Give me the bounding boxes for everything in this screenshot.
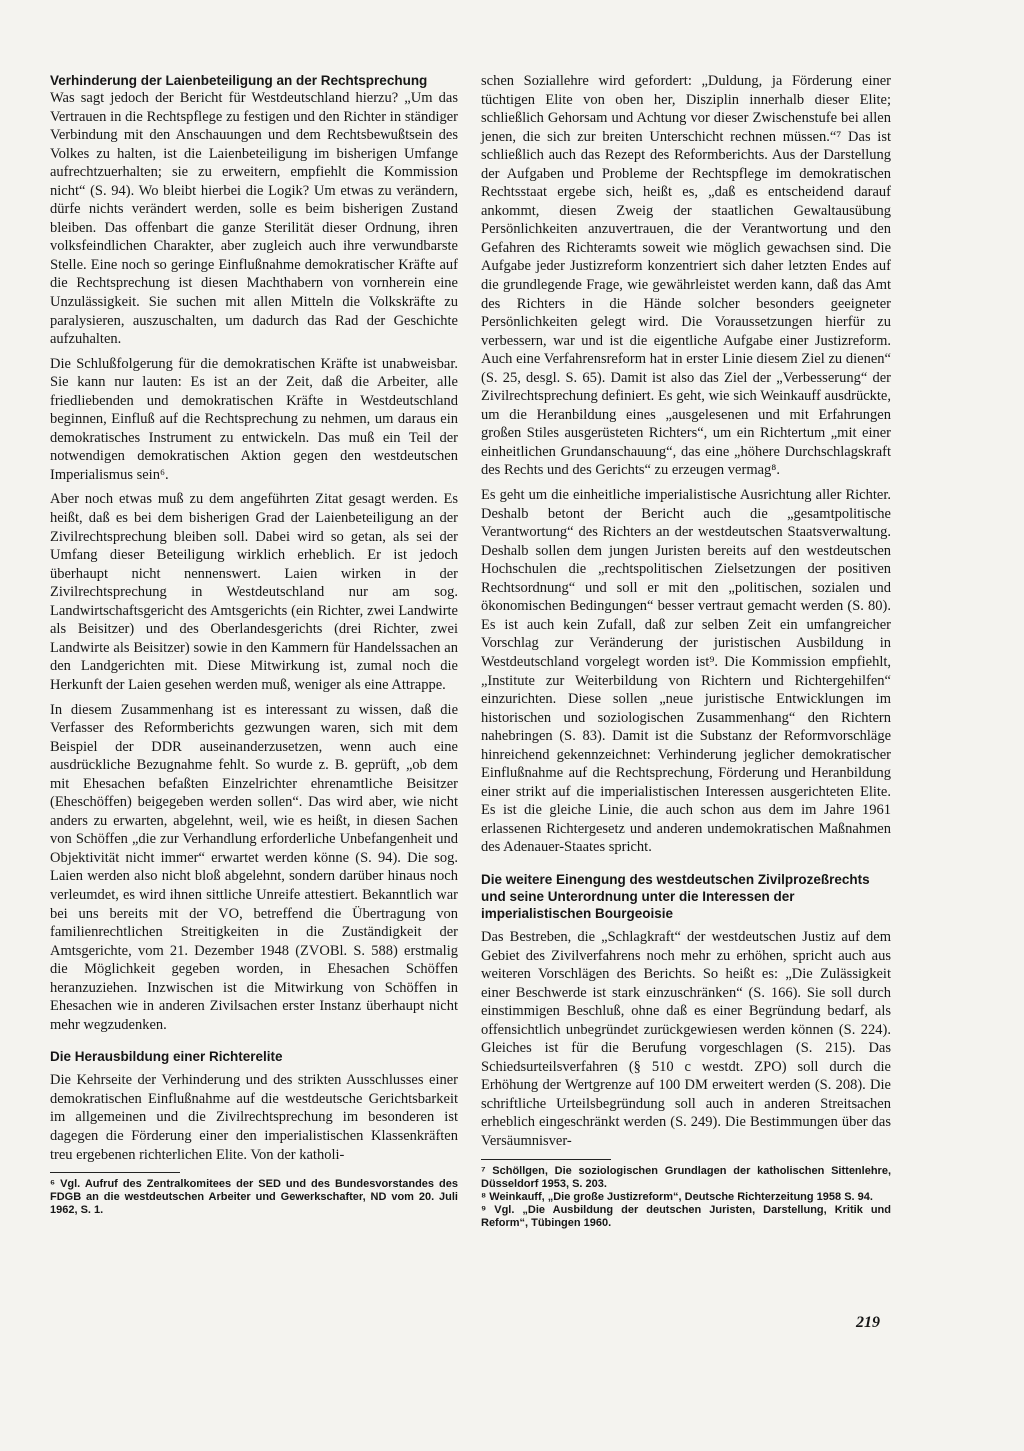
paragraph: Das Bestreben, die „Schlagkraft“ der westdeutschen Justiz auf dem Gebiet des Zivilverfahrens noch mehr zu erhöhen, spricht auch aus weiteren Vorschlägen des Berichts. So heißt es: „Die Zulässigkeit einer Beschwerde ist stark einzuschränken“ (S. 166). Sie soll durch einstimmigen Beschluß, ohne daß es einer Begründung bedarf, als offensichtlich unbegründet zurückgewiesen werden können (S. 224). Gleiches ist für die Berufung vorgeschlagen (S. 215). Das Schiedsurteilsverfahren (§ 510 c westdt. ZPO) soll durch die Erhöhung der Wertgrenze auf 100 DM erweitert werden (S. 208). Die schriftliche Urteilsbegründung soll auch in anderen Streitsachen erheblich eingeschränkt werden (S. 249). Die Bestimmungen über das Versäumnisver- — [481, 928, 891, 1149]
footnote-7: ⁷ Schöllgen, Die soziologischen Grundlagen der katholischen Sittenlehre, Düsseldorf 1953, S. 203. — [481, 1164, 891, 1190]
section-heading-zivilprozessrecht: Die weitere Einengung des westdeutschen Zivilprozeßrechts und seine Unterordnung unter die Interessen der imperialistischen Bourgeoisie — [481, 871, 870, 921]
footnote-divider — [50, 1172, 180, 1173]
footnote-8: ⁸ Weinkauff, „Die große Justizreform“, Deutsche Richterzeitung 1958 S. 94. — [481, 1190, 873, 1203]
paragraph: Was sagt jedoch der Bericht für Westdeutschland hierzu? „Um das Vertrauen in die Rechtspflege zu festigen und den Richter in ständiger Verbindung mit den Anschauungen und dem Rechtsbewußtsein des Volkes zu halten, ist die Laienbeteiligung im bisherigen Umfange aufrechtzuerhalten; sie zu erweitern, empfiehlt die Kommission nicht“ (S. 94). Wo bleibt hierbei die Logik? Um etwas zu verändern, dürfe nichts verändert werden, solle es beim bisherigen Zustand bleiben. Das offenbart die ganze Sterilität dieser Ordnung, ihren volksfeindlichen Charakter, aber zugleich auch ihre verwundbarste Stelle. Eine noch so geringe Einflußnahme demokratischer Kräfte auf die Rechtsprechung ist diesen Machthabern von vornherein eine Unzulässigkeit. Sie suchen mit allen Mitteln die Volkskräfte zu paralysieren, auszuschalten, um dadurch das Rad der Geschichte aufzuhalten. — [50, 90, 458, 348]
footnote-6: ⁶ Vgl. Aufruf des Zentralkomitees der SED und des Bundesvorstandes des FDGB an die westdeutschen Arbeiter und Gewerkschafter, ND vom 20. Juli 1962, S. 1. — [50, 1178, 458, 1217]
paragraph: schen Soziallehre wird gefordert: „Duldung, ja Förderung einer tüchtigen Elite von oben her, Disziplin innerhalb dieser Elite; schließlich Gehorsam und Achtung vor dieser Zwischenstufe bei allen jenen, die sich zur breiten Unterschicht rechnen müssen.“⁷ Das ist schließlich auch das Rezept des Reformberichts. Aus der Darstellung der Aufgaben und Probleme der Rechtspflege im demokratischen Rechtsstaat ergebe sich, heißt es, „daß es entscheidend darauf ankommt, diesen Zweig der staatlichen Gewaltausübung Persönlichkeiten anzuvertrauen, die der Verantwortung und den Gefahren des Richteramts soweit wie möglich gewachsen sind. Die Aufgabe jeder Justizreform konzentriert sich daher letzten Endes auf die grundlegende Frage, wie gewährleistet werden kann, daß das Amt des Richters in die Hände solcher besonders geeigneter Persönlichkeiten gelegt wird. Die Voraussetzungen hierfür zu verbessern, war und ist die eigentliche Aufgabe einer Justizreform. Auch eine Verfahrensreform hat in erster Linie diesem Ziel zu dienen“ (S. 25, desgl. S. 65). Damit ist also das Ziel der „Verbesserung“ der Zivilrechtsprechung definiert. Es geht, wie sich Weinkauff ausdrückte, um die Heranbildung eines „ausgelesenen und mit Erfahrungen großen Stiles ausgerüsteten Richters“, um ein Richtertum „mit einer einheitlichen Grundanschauung“, das eine „höhere Durchschlagskraft des Rechts und des Gerichts“ zu erzeugen vermag⁸. — [481, 73, 891, 479]
footnote-divider — [481, 1159, 611, 1160]
paragraph: Aber noch etwas muß zu dem angeführten Zitat gesagt werden. Es heißt, daß es bei dem bisherigen Grad der Laienbeteiligung an der Zivilrechtsprechung bleiben soll. Dabei wird so getan, als sei der Umfang dieser Beteiligung wirklich erheblich. Er ist jedoch überhaupt nicht nennenswert. Laien wirken in der Zivilrechtsprechung in Westdeutschland nur am sog. Landwirtschaftsgericht des Amtsgerichts (ein Richter, zwei Landwirte als Beisitzer) und des Oberlandesgerichts (drei Richter, zwei Landwirte als Beisitzer) sowie in den Kammern für Handelssachen an den Landgerichten mit. Diese Mitwirkung ist, zumal noch die Herkunft der Laien gesehen werden muß, weniger als eine Attrappe. — [50, 491, 458, 693]
left-column — [50, 72, 458, 1217]
right-column — [481, 72, 891, 1230]
footnote-9: ⁹ Vgl. „Die Ausbildung der deutschen Juristen, Darstellung, Kritik und Reform“, Tübingen 1960. — [481, 1203, 891, 1229]
page-number: 219 — [856, 1314, 880, 1331]
section-heading-laienbeteiligung: Verhinderung der Laienbeteiligung an der Rechtsprechung — [50, 73, 428, 88]
paragraph: In diesem Zusammenhang ist es interessant zu wissen, daß die Verfasser des Reformberichts gezwungen waren, sich mit dem Beispiel der DDR auseinanderzusetzen, wenn auch eine ausdrückliche Bezugnahme fehlt. So wurde z. B. geprüft, „ob dem mit Ehesachen befaßten Einzelrichter ehrenamtliche Beisitzer (Eheschöffen) beigegeben werden sollen“. Das wird aber, wie nicht anders zu erwarten, abgelehnt, weil, wie es heißt, in diesen Sachen von Schöffen „die zur Verhandlung erforderliche Unbefangenheit und Objektivität nicht immer“ erwartet werden könne (S. 94). Die sog. Laien werden also nicht bloß abgelehnt, sondern darüber hinaus noch verleumdet, es wird ihnen sittliche Unreife attestiert. Bekanntlich war bei uns bereits mit der VO, betreffend die Übertragung von familienrechtlichen Streitigkeiten in die Zuständigkeit der Amtsgerichte, vom 21. Dezember 1948 (ZVOBl. S. 588) erstmalig die Möglichkeit gegeben worden, in Ehesachen Schöffen heranzuziehen. Inzwischen ist die Mitwirkung von Schöffen in Ehesachen wie in anderen Zivilsachen erster Instanz überhaupt nicht mehr wegzudenken. — [50, 701, 458, 1033]
section-heading-richterelite: Die Herausbildung einer Richterelite — [50, 1049, 283, 1065]
paragraph: Es geht um die einheitliche imperialistische Ausrichtung aller Richter. Deshalb betont der Bericht auch die „gesamtpolitische Verantwortung“ des Richters an der westdeutschen Staatsverwaltung. Deshalb sollen dem jungen Juristen bereits auf den westdeutschen Hochschulen die „rechtspolitischen Zielsetzungen der positiven Rechtsordnung“ und soll er mit den „politischen, sozialen und ökonomischen Bedingungen“ besser vertraut gemacht werden (S. 80). Es ist auch kein Zufall, daß zur selben Zeit ein umfangreicher Vorschlag zur Veränderung der juristischen Ausbildung in Westdeutschland vorgelegt worden ist⁹. Die Kommission empfiehlt, „Institute zur Weiterbildung von Richtern und Richtergehilfen“ einzurichten. Diese sollen „neue juristische Entwicklungen im historischen und soziologischen Zusammenhang“ den Richtern nahebringen (S. 83). Damit ist die Substanz der Reformvorschläge hinreichend gekennzeichnet: Verhinderung jeglicher demokratischer Einflußnahme auf die Rechtsprechung, Förderung und Heranbildung einer strikt auf die imperialistischen Interessen ausgerichteten Elite. Es ist die gleiche Linie, die auch schon aus dem im Jahre 1961 erlassenen Richtergesetz und anderen undemokratischen Maßnahmen des Adenauer-Staates spricht. — [481, 487, 891, 856]
paragraph: Die Schlußfolgerung für die demokratischen Kräfte ist unabweisbar. Sie kann nur lauten: Es ist an der Zeit, daß die Arbeiter, alle friedliebenden und demokratischen Kräfte in Westdeutschland beginnen, Einfluß auf die Rechtsprechung zu nehmen, um daraus ein demokratisches Instrument zu entwickeln. Das muß ein Teil der notwendigen demokratischen Aktion gegen den westdeutschen Imperialismus sein⁶. — [50, 355, 458, 483]
paragraph: Die Kehrseite der Verhinderung und des strikten Ausschlusses einer demokratischen Einflußnahme auf die westdeutsche Gerichtsbarkeit im allgemeinen und die Zivilrechtsprechung im besonderen ist dagegen die Förderung einer den imperialistischen Klassenkräften treu ergebenen richterlichen Elite. Von der katholi- — [50, 1072, 458, 1163]
